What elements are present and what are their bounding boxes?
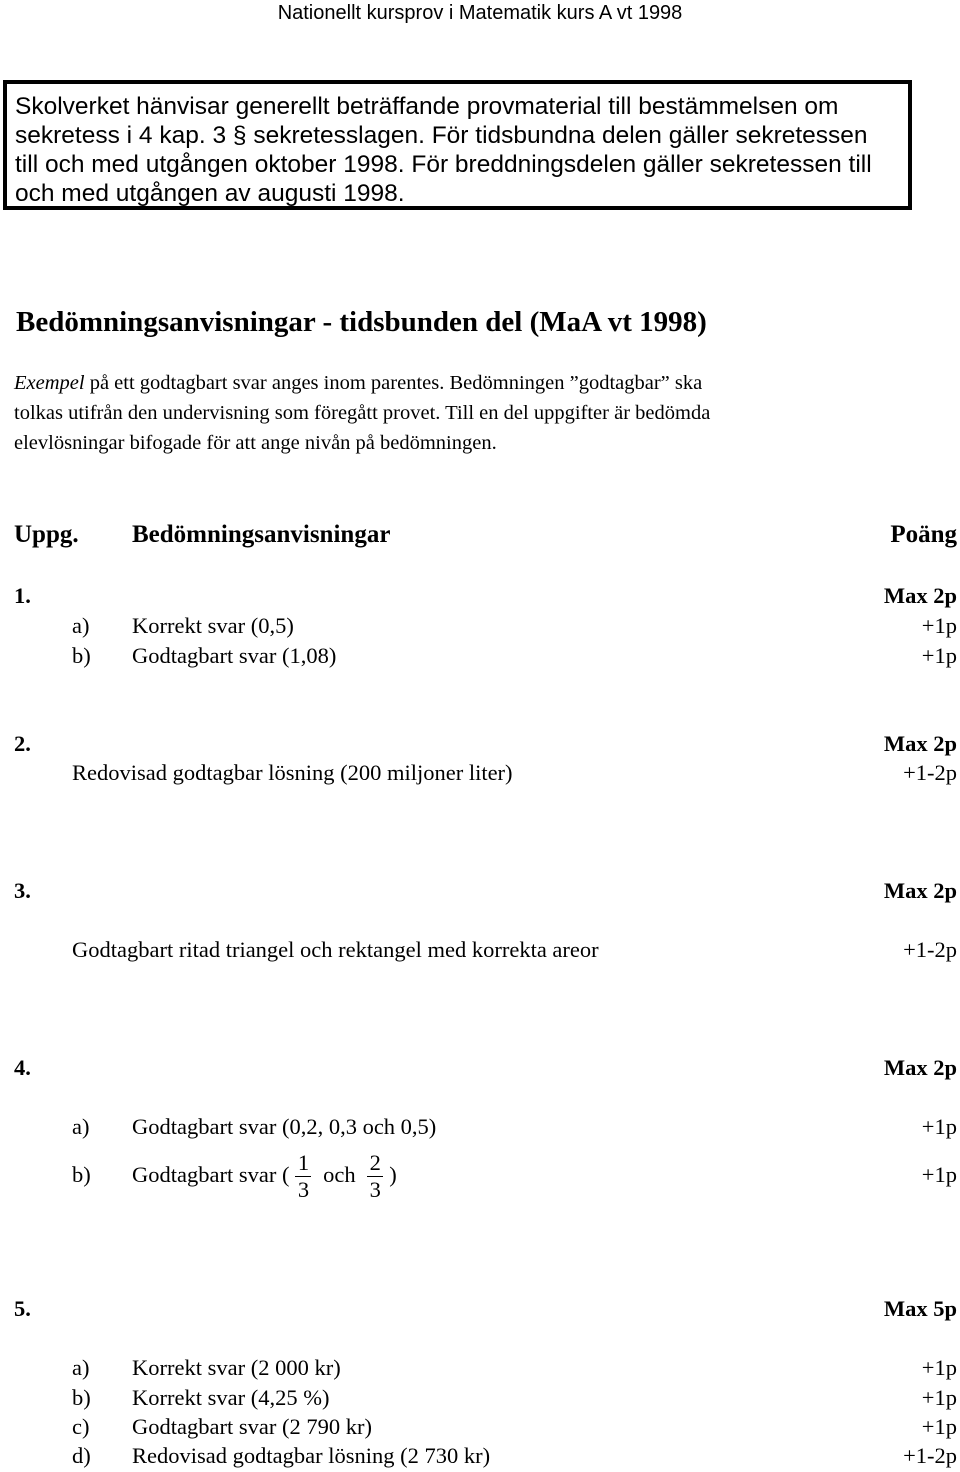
task-number: 4. xyxy=(14,1055,31,1080)
column-header-points: Poäng xyxy=(890,521,957,548)
column-header-guidance: Bedömningsanvisningar xyxy=(132,521,391,548)
item-label: b) xyxy=(72,643,91,668)
task-number: 3. xyxy=(14,878,31,903)
fraction-numerator: 2 xyxy=(369,1150,381,1176)
item-text: Godtagbart svar (0,2, 0,3 och 0,5) xyxy=(132,1114,437,1139)
item-label: b) xyxy=(72,1385,91,1410)
intro-line-text: på ett godtagbart svar anges inom parentes. Bedömningen ”godtagbar” ska xyxy=(84,372,703,394)
item-label: c) xyxy=(72,1414,90,1439)
item-label: a) xyxy=(72,1355,90,1380)
task-number: 5. xyxy=(14,1296,31,1321)
task-max-points: Max 2p xyxy=(883,583,957,608)
item-label: b) xyxy=(72,1162,91,1187)
fraction-denominator: 3 xyxy=(297,1177,310,1203)
notice-line: och med utgången av augusti 1998. xyxy=(15,180,405,207)
confidentiality-notice xyxy=(3,80,912,210)
item-points: +1p xyxy=(921,643,957,668)
item-points: +1p xyxy=(921,613,957,638)
intro-example-word: Exempel xyxy=(14,372,85,394)
item-text: Godtagbart ritad triangel och rektangel med korrekta areor xyxy=(72,937,599,962)
item-label: a) xyxy=(72,1114,90,1139)
fraction-two-thirds xyxy=(367,1150,383,1203)
notice-line: sekretess i 4 kap. 3 § sekretesslagen. För tidsbundna delen gäller sekretessen xyxy=(15,122,868,149)
item-label: d) xyxy=(72,1443,91,1468)
item-points: +1p xyxy=(921,1355,957,1380)
task-max-points: Max 5p xyxy=(883,1296,957,1321)
item-text: Korrekt svar (0,5) xyxy=(132,613,294,638)
item-text-after: ) xyxy=(389,1162,397,1187)
item-text-mid: och xyxy=(317,1162,362,1187)
task-max-points: Max 2p xyxy=(883,731,957,756)
task-number: 1. xyxy=(14,583,31,608)
item-points: +1p xyxy=(921,1414,957,1439)
task-max-points: Max 2p xyxy=(883,878,957,903)
task-max-points: Max 2p xyxy=(883,1055,957,1080)
column-header-task: Uppg. xyxy=(14,521,79,548)
page-header: Nationellt kursprov i Matematik kurs A vt 1998 xyxy=(277,2,683,24)
item-text-before: Godtagbart svar ( xyxy=(132,1162,290,1187)
item-points: +1p xyxy=(921,1162,957,1187)
item-text: Korrekt svar (4,25 %) xyxy=(132,1385,330,1410)
item-points: +1-2p xyxy=(903,937,957,962)
page-title: Bedömningsanvisningar - tidsbunden del (MaA vt 1998) xyxy=(16,306,707,338)
item-points: +1-2p xyxy=(903,1443,957,1468)
intro-line: elevlösningar bifogade för att ange nivån på bedömningen. xyxy=(14,432,497,454)
item-text: Redovisad godtagbar lösning (2 730 kr) xyxy=(132,1443,491,1468)
item-text-fraction xyxy=(132,1136,397,1214)
fraction-numerator: 1 xyxy=(297,1150,310,1176)
item-points: +1p xyxy=(921,1385,957,1410)
intro-line: tolkas utifrån den undervisning som föregått provet. Till en del uppgifter är bedömda xyxy=(14,402,711,424)
item-label: a) xyxy=(72,613,90,638)
item-points: +1p xyxy=(921,1114,957,1139)
item-text: Godtagbart svar (1,08) xyxy=(132,643,337,668)
fraction-denominator: 3 xyxy=(369,1177,381,1203)
item-text: Korrekt svar (2 000 kr) xyxy=(132,1355,341,1380)
task-number: 2. xyxy=(14,731,31,756)
notice-line: till och med utgången oktober 1998. För breddningsdelen gäller sekretessen till xyxy=(15,151,872,178)
item-text: Redovisad godtagbar lösning (200 miljoner liter) xyxy=(72,760,513,785)
fraction-one-third xyxy=(295,1150,311,1203)
item-points: +1-2p xyxy=(903,760,957,785)
item-text: Godtagbart svar (2 790 kr) xyxy=(132,1414,372,1439)
intro-line xyxy=(14,368,702,398)
notice-line: Skolverket hänvisar generellt beträffande provmaterial till bestämmelsen om xyxy=(15,93,839,120)
